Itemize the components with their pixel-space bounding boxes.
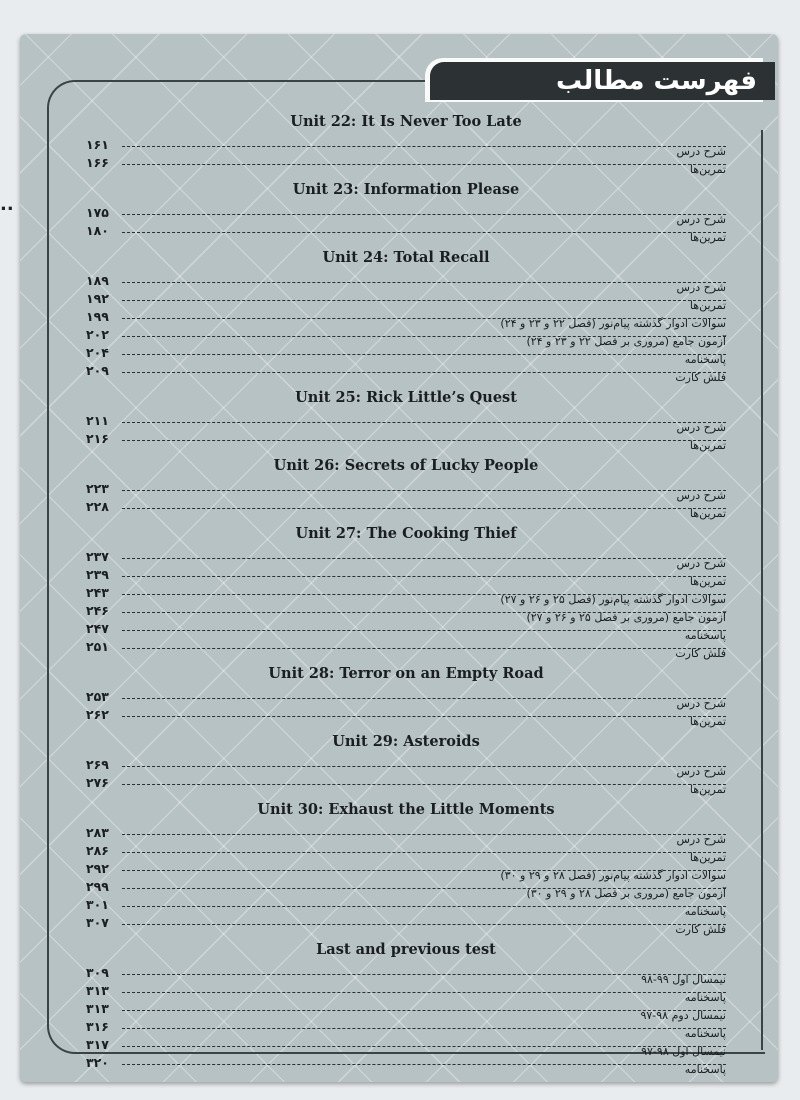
- page-number: ۲۴۶: [86, 603, 109, 618]
- toc-entry: [76, 222, 736, 244]
- entry-label: آزمون جامع (مروری بر فصل ۲۵ و ۲۶ و ۲۷): [526, 611, 726, 624]
- entry-label: تمرین‌ها: [689, 851, 726, 864]
- entry-label: پاسخنامه: [684, 905, 726, 918]
- toc-entry: [76, 326, 736, 348]
- entry-label: شرح درس: [676, 145, 726, 158]
- dotted-leader: [122, 974, 726, 975]
- entry-label: شرح درس: [676, 833, 726, 846]
- toc-entry: [76, 842, 736, 864]
- toc-entry: [76, 602, 736, 624]
- entry-label: نیمسال اول ۹۹-۹۸: [641, 973, 726, 986]
- toc-entry: [76, 1036, 736, 1058]
- dotted-leader: [122, 924, 726, 925]
- entry-label: تمرین‌ها: [689, 299, 726, 312]
- toc-entry: [76, 706, 736, 728]
- dotted-leader: [122, 1046, 726, 1047]
- toc-entry: [76, 1054, 736, 1076]
- toc-entry: [76, 566, 736, 588]
- toc-entry: [76, 154, 736, 176]
- entry-label: تمرین‌ها: [689, 783, 726, 796]
- toc-entry: [76, 774, 736, 796]
- dotted-leader: [122, 440, 726, 441]
- page-number: ۱۹۹: [86, 309, 109, 324]
- toc-entry: [76, 688, 736, 710]
- dotted-leader: [122, 232, 726, 233]
- page-number: ۲۸۶: [86, 843, 109, 858]
- entry-label: شرح درس: [676, 213, 726, 226]
- entry-label: تمرین‌ها: [689, 163, 726, 176]
- book-page: [20, 34, 778, 1082]
- unit-title: Unit 29: Asteroids: [332, 733, 480, 750]
- toc-entry: [76, 878, 736, 900]
- unit-title: Unit 27: The Cooking Thief: [295, 525, 517, 542]
- toc-entry: [76, 548, 736, 570]
- dotted-leader: [122, 906, 726, 907]
- toc-entry: [76, 860, 736, 882]
- dotted-leader: [122, 372, 726, 373]
- page-number: ۲۳۹: [86, 567, 109, 582]
- entry-label: سوالات ادوار گذشته پیام‌نور (فصل ۲۲ و ۲۳ و ۲۴): [500, 317, 726, 330]
- dotted-leader: [122, 766, 726, 767]
- dotted-leader: [122, 282, 726, 283]
- toc-entry: [76, 824, 736, 846]
- entry-label: فلش کارت: [675, 371, 726, 384]
- dotted-leader: [122, 992, 726, 993]
- page-number: ۲۵۱: [86, 639, 109, 654]
- dotted-leader: [122, 1028, 726, 1029]
- entry-label: پاسخنامه: [684, 353, 726, 366]
- dotted-leader: [122, 146, 726, 147]
- entry-label: نیمسال دوم ۹۸-۹۷: [640, 1009, 726, 1022]
- dotted-leader: [122, 490, 726, 491]
- dotted-leader: [122, 558, 726, 559]
- entry-label: شرح درس: [676, 421, 726, 434]
- unit-title: Last and previous test: [316, 941, 496, 958]
- dotted-leader: [122, 422, 726, 423]
- unit-title: Unit 25: Rick Little’s Quest: [295, 389, 517, 406]
- unit-title: Unit 24: Total Recall: [322, 249, 490, 266]
- entry-label: تمرین‌ها: [689, 231, 726, 244]
- unit-title: Unit 26: Secrets of Lucky People: [273, 457, 539, 474]
- page-number: ۱۸۹: [86, 273, 109, 288]
- dotted-leader: [122, 648, 726, 649]
- entry-label: فلش کارت: [675, 923, 726, 936]
- toc-entry: [76, 896, 736, 918]
- dotted-leader: [122, 354, 726, 355]
- page-number: ۳۱۳: [86, 1001, 109, 1016]
- entry-label: فلش کارت: [675, 647, 726, 660]
- dotted-leader: [122, 698, 726, 699]
- page-number: ۳۱۳: [86, 983, 109, 998]
- entry-label: تمرین‌ها: [689, 715, 726, 728]
- entry-label: شرح درس: [676, 697, 726, 710]
- toc-entry: [76, 1018, 736, 1040]
- unit-title: Unit 22: It Is Never Too Late: [290, 113, 522, 130]
- toc-entry: [76, 620, 736, 642]
- unit-title: Unit 28: Terror on an Empty Road: [268, 665, 544, 682]
- dotted-leader: [122, 784, 726, 785]
- page-number: ۳۲۰: [86, 1055, 109, 1070]
- page-number: ۲۰۲: [86, 327, 109, 342]
- dotted-leader: [122, 630, 726, 631]
- toc-entry: [76, 204, 736, 226]
- page-number: ۳۰۷: [86, 915, 109, 930]
- dotted-leader: [122, 300, 726, 301]
- toc-entry: [76, 136, 736, 158]
- entry-label: سوالات ادوار گذشته پیام‌نور (فصل ۲۸ و ۲۹ و ۳۰): [500, 869, 726, 882]
- page-number: ۲۱۱: [86, 413, 109, 428]
- page-number: ۱۶۶: [86, 155, 109, 170]
- toc-entry: [76, 1000, 736, 1022]
- dotted-leader: [122, 1010, 726, 1011]
- page-number: ۲۴۳: [86, 585, 109, 600]
- toc-entry: [76, 272, 736, 294]
- dotted-leader: [122, 214, 726, 215]
- dotted-leader: [122, 576, 726, 577]
- dotted-leader: [122, 834, 726, 835]
- page-number: ۲۴۷: [86, 621, 109, 636]
- unit-title: Unit 23: Information Please: [292, 181, 520, 198]
- dotted-leader: [122, 852, 726, 853]
- page-number: ۲۶۹: [86, 757, 109, 772]
- toc-entry: [76, 914, 736, 936]
- toc-entry: [76, 756, 736, 778]
- dotted-leader: [122, 164, 726, 165]
- page-number: ۲۲۸: [86, 499, 109, 514]
- entry-label: پاسخنامه: [684, 1027, 726, 1040]
- entry-label: تمرین‌ها: [689, 507, 726, 520]
- toc-entry: [76, 344, 736, 366]
- page-number: ۱۸۰: [86, 223, 109, 238]
- page-number: ۲۵۳: [86, 689, 109, 704]
- page-number: ۲۰۴: [86, 345, 109, 360]
- page-number: ۲۷۶: [86, 775, 109, 790]
- entry-label: پاسخنامه: [684, 991, 726, 1004]
- page-number: ۱۹۲: [86, 291, 109, 306]
- page-number: ۳۱۶: [86, 1019, 109, 1034]
- page-number: ۲۲۳: [86, 481, 109, 496]
- toc-entry: [76, 964, 736, 986]
- page-number: ۲۱۶: [86, 431, 109, 446]
- toc-entry: [76, 982, 736, 1004]
- page-number: ۳۰۹: [86, 965, 109, 980]
- entry-label: تمرین‌ها: [689, 575, 726, 588]
- page-number: ۳۱۷: [86, 1037, 109, 1052]
- entry-label: آزمون جامع (مروری بر فصل ۲۸ و ۲۹ و ۳۰): [526, 887, 726, 900]
- entry-label: نیمسال اول ۹۸-۹۷: [641, 1045, 726, 1058]
- unit-title: Unit 30: Exhaust the Little Moments: [257, 801, 555, 818]
- entry-label: تمرین‌ها: [689, 439, 726, 452]
- toc-entry: [76, 290, 736, 312]
- toc-entry: [76, 638, 736, 660]
- entry-label: شرح درس: [676, 489, 726, 502]
- entry-label: شرح درس: [676, 765, 726, 778]
- toc-entry: [76, 308, 736, 330]
- toc-entry: [76, 498, 736, 520]
- frame-right-rule: [761, 130, 763, 1050]
- entry-label: سوالات ادوار گذشته پیام‌نور (فصل ۲۵ و ۲۶ و ۲۷): [500, 593, 726, 606]
- page-title: فهرست مطالب: [430, 62, 775, 100]
- toc-entry: [76, 430, 736, 452]
- margin-mark: ..: [0, 194, 14, 215]
- toc-entry: [76, 584, 736, 606]
- page-number: ۱۷۵: [86, 205, 109, 220]
- toc-entry: [76, 412, 736, 434]
- page-number: ۲۶۲: [86, 707, 109, 722]
- entry-label: شرح درس: [676, 281, 726, 294]
- entry-label: شرح درس: [676, 557, 726, 570]
- entry-label: پاسخنامه: [684, 629, 726, 642]
- page-number: ۲۳۷: [86, 549, 109, 564]
- toc-entry: [76, 480, 736, 502]
- table-of-contents: [76, 104, 736, 1076]
- toc-entry: [76, 362, 736, 384]
- page-number: ۲۹۹: [86, 879, 109, 894]
- dotted-leader: [122, 716, 726, 717]
- page-number: ۱۶۱: [86, 137, 109, 152]
- entry-label: آزمون جامع (مروری بر فصل ۲۲ و ۲۳ و ۲۴): [526, 335, 726, 348]
- dotted-leader: [122, 1064, 726, 1065]
- page-number: ۳۰۱: [86, 897, 109, 912]
- dotted-leader: [122, 508, 726, 509]
- page-number: ۲۹۲: [86, 861, 109, 876]
- page-number: ۲۰۹: [86, 363, 109, 378]
- entry-label: پاسخنامه: [684, 1063, 726, 1076]
- page-number: ۲۸۳: [86, 825, 109, 840]
